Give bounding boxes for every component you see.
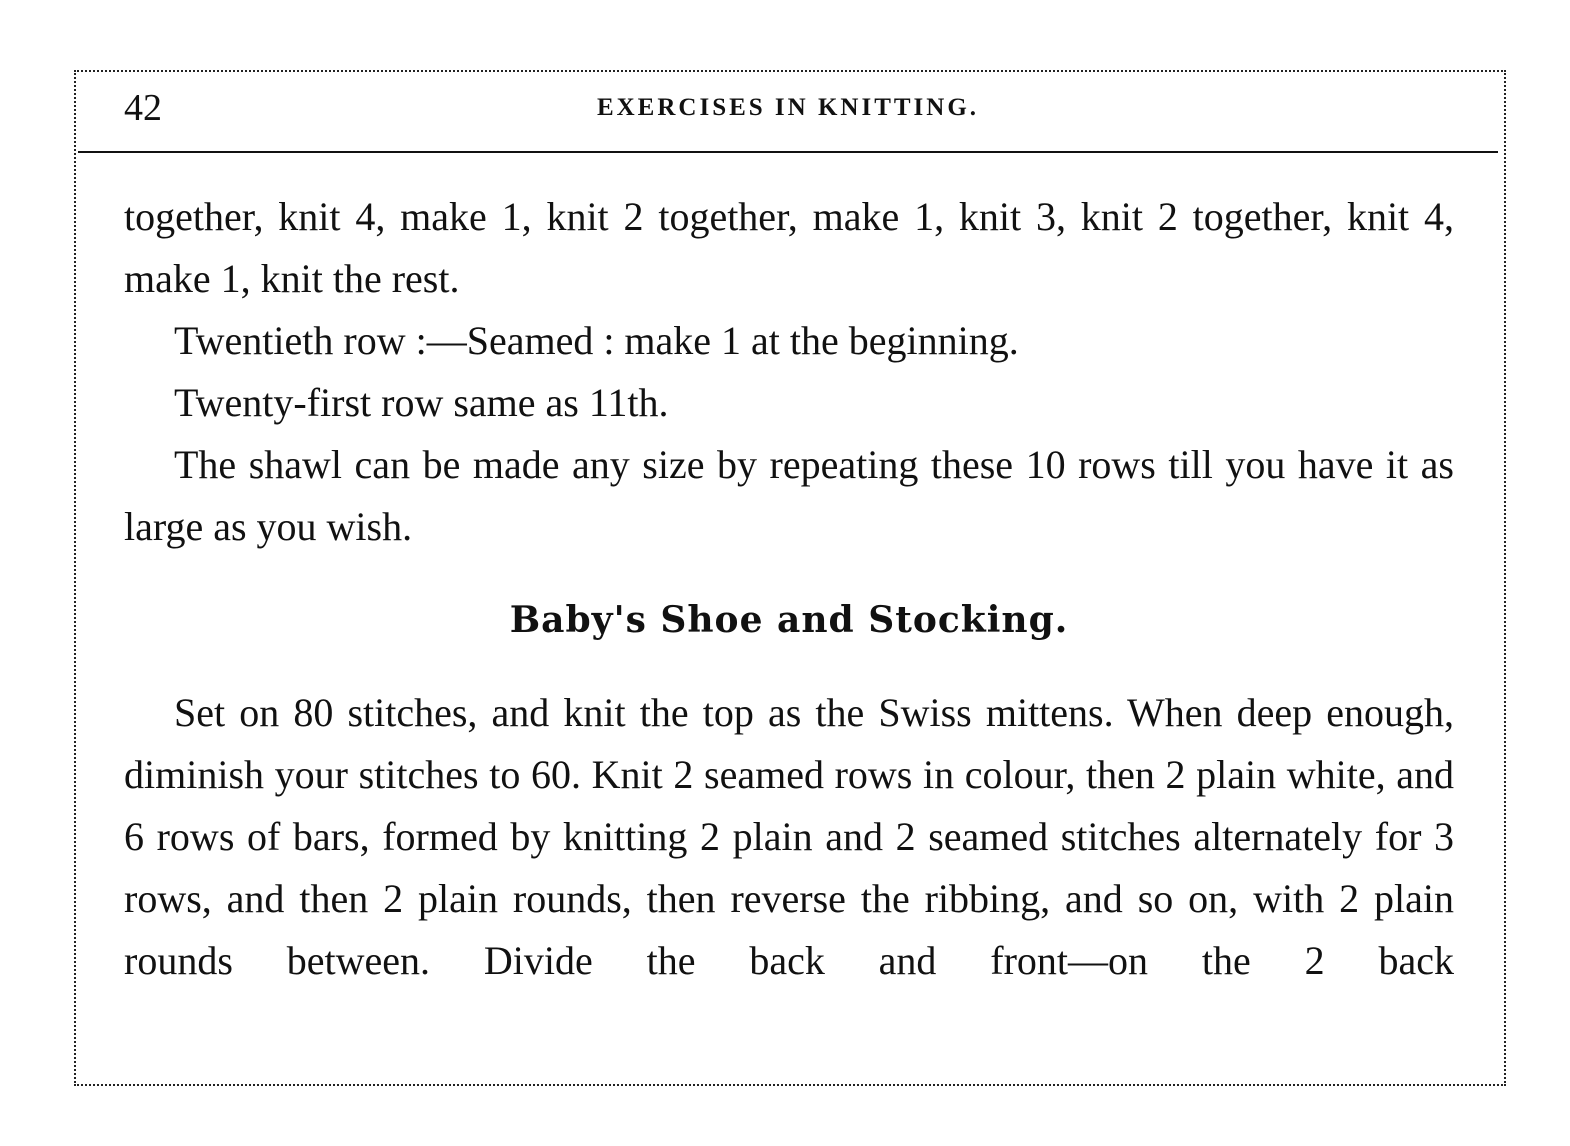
page-number: 42	[124, 87, 162, 129]
paragraph-continued: together, knit 4, make 1, knit 2 together, make 1, knit 3, knit 2 together, knit 4, make 1, knit the rest.	[124, 194, 1454, 301]
page-body	[124, 186, 1454, 992]
header-rule	[78, 151, 1498, 153]
section-heading: Baby's Shoe and Stocking.	[509, 599, 1069, 641]
paragraph-twenty-first-row: Twenty-first row same as 11th.	[174, 380, 669, 425]
running-title: EXERCISES IN KNITTING.	[596, 94, 980, 121]
paragraph-twentieth-row: Twentieth row :—Seamed : make 1 at the beginning.	[174, 318, 1019, 363]
running-head	[80, 80, 1496, 152]
paragraph-shawl-size: The shawl can be made any size by repeating these 10 rows till you have it as large as you wish.	[124, 442, 1454, 549]
paragraph-baby-shoe: Set on 80 stitches, and knit the top as the Swiss mittens. When deep enough, diminish your stitches to 60. Knit 2 seamed rows in colour, then 2 plain white, and 6 rows of bars, formed by knitting 2 plain and 2 seamed stitches alternately for 3 rows, and then 2 plain rounds, then reverse the ribbing, and so on, with 2 plain rounds between. Divide the back and front—on the 2 back	[124, 690, 1454, 983]
